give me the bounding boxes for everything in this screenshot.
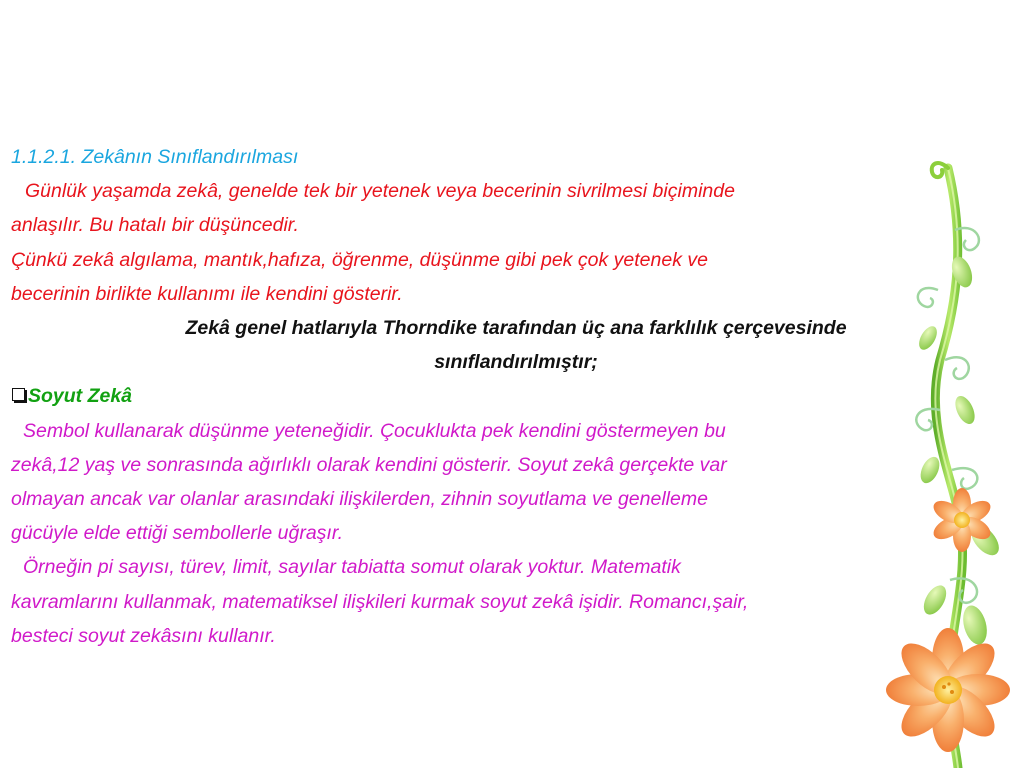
magenta-text-line: Örneğin pi sayısı, türev, limit, sayılar tabiatta somut olarak yoktur. Matematik — [23, 556, 681, 579]
red-text-line: Günlük yaşamda zekâ, genelde tek bir yetenek veya becerinin sivrilmesi biçiminde — [25, 180, 735, 203]
magenta-text-line: olmayan ancak var olanlar arasındaki ilişkilerden, zihnin soyutlama ve genelleme — [11, 488, 708, 511]
magenta-text-line: kavramlarını kullanmak, matematiksel ilişkileri kurmak soyut zekâ işidir. Romancı,şair, — [11, 590, 749, 613]
red-text-line: anlaşılır. Bu hatalı bir düşüncedir. — [11, 214, 299, 237]
magenta-text-line: Sembol kullanarak düşünme yeteneğidir. Çocuklukta pek kendini göstermeyen bu — [23, 419, 726, 442]
classification-note-line: Zekâ genel hatlarıyla Thorndike tarafından üç ana farklılık çerçevesinde — [185, 317, 847, 340]
red-text-line: becerinin birlikte kullanımı ile kendini gösterir. — [11, 282, 403, 305]
section-heading: 1.1.2.1. Zekânın Sınıflandırılması — [11, 146, 299, 168]
classification-note — [11, 311, 1001, 379]
magenta-text-line: gücüyle elde ettiği sembollerle uğraşır. — [11, 522, 344, 545]
magenta-text-line: zekâ,12 yaş ve sonrasında ağırlıklı olarak kendini gösterir. Soyut zekâ gerçekte var — [11, 453, 727, 476]
classification-note-line: sınıflandırılmıştır; — [434, 351, 598, 374]
slide-content — [11, 140, 1001, 653]
bullet-item — [11, 379, 1001, 413]
magenta-text-line: besteci soyut zekâsını kullanır. — [11, 624, 276, 647]
checkbox-bullet-icon — [12, 388, 25, 401]
red-text-line: Çünkü zekâ algılama, mantık,hafıza, öğrenme, düşünme gibi pek çok yetenek ve — [11, 248, 708, 271]
bullet-title: Soyut Zekâ — [28, 385, 133, 408]
